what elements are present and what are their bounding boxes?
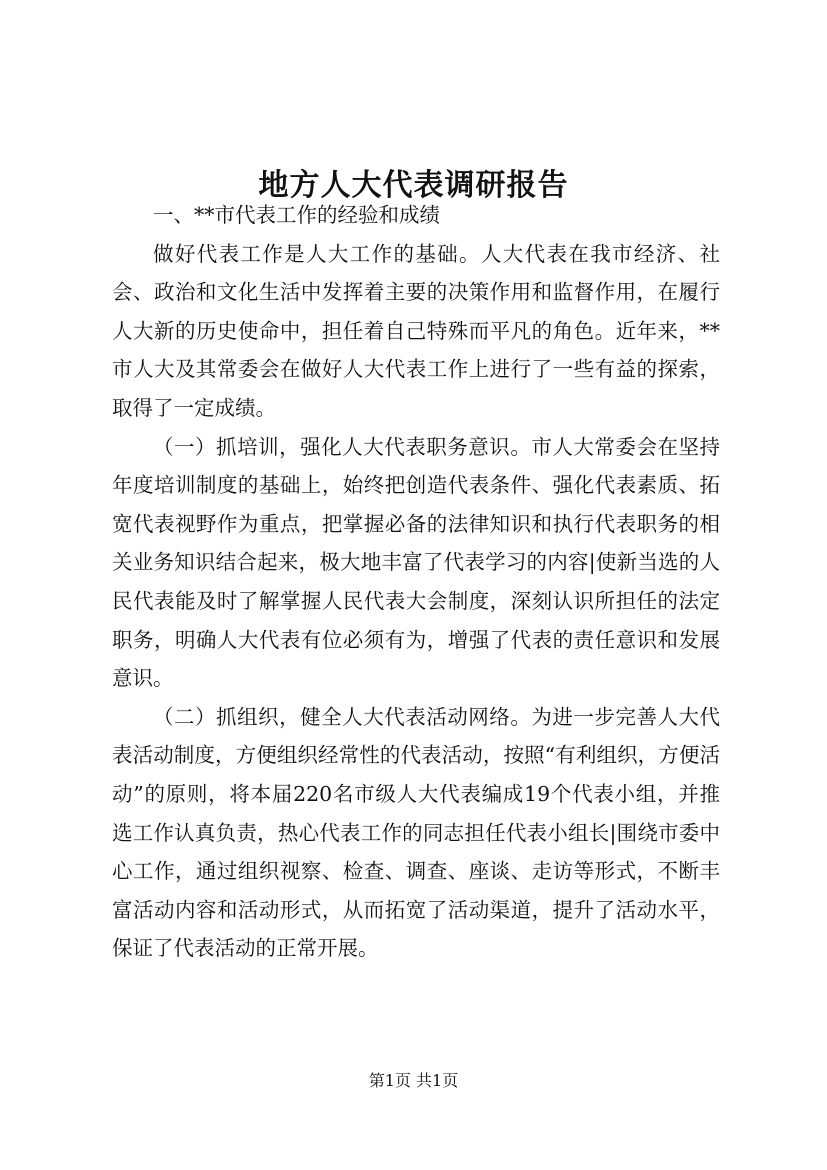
document-title: 地方人大代表调研报告 bbox=[258, 168, 569, 204]
paragraph-organization: （二）抓组织，健全人大代表活动网络。为进一步完善人大代表活动制度，方便组织经常性的代表活动，按照“有利组织，方便活动”的原则，将本届220名市级人大代表编成19个代表小组，并推选工作认真负责，热心代表工作的同志担任代表小组长|围绕市委中心工作，通过组织视察、检查、调查、座谈、走访等形式，不断丰富活动内容和活动形式，从而拓宽了活动渠道，提升了活动水平，保证了代表活动的正常开展。 bbox=[112, 704, 720, 961]
page-footer: 第1页 共1页 bbox=[368, 1071, 459, 1090]
paragraph-training: （一）抓培训，强化人大代表职务意识。市人大常委会在坚持年度培训制度的基础上，始终把创造代表条件、强化代表素质、拓宽代表视野作为重点，把掌握必备的法律知识和执行代表职务的相关业务知识结合起来，极大地丰富了代表学习的内容|使新当选的人民代表能及时了解掌握人民代表大会制度，深刻认识所担任的法定职务，明确人大代表有位必须有为，增强了代表的责任意识和发展意识。 bbox=[112, 434, 720, 691]
paragraph-intro: 做好代表工作是人大工作的基础。人大代表在我市经济、社会、政治和文化生活中发挥着主要的决策作用和监督作用，在履行人大新的历史使命中，担任着自己特殊而平凡的角色。近年来，**市人大及其常委会在做好人大代表工作上进行了一些有益的探索，取得了一定成绩。 bbox=[112, 241, 720, 420]
section-heading: 一、**市代表工作的经验和成绩 bbox=[153, 203, 440, 227]
document-body bbox=[112, 196, 720, 968]
